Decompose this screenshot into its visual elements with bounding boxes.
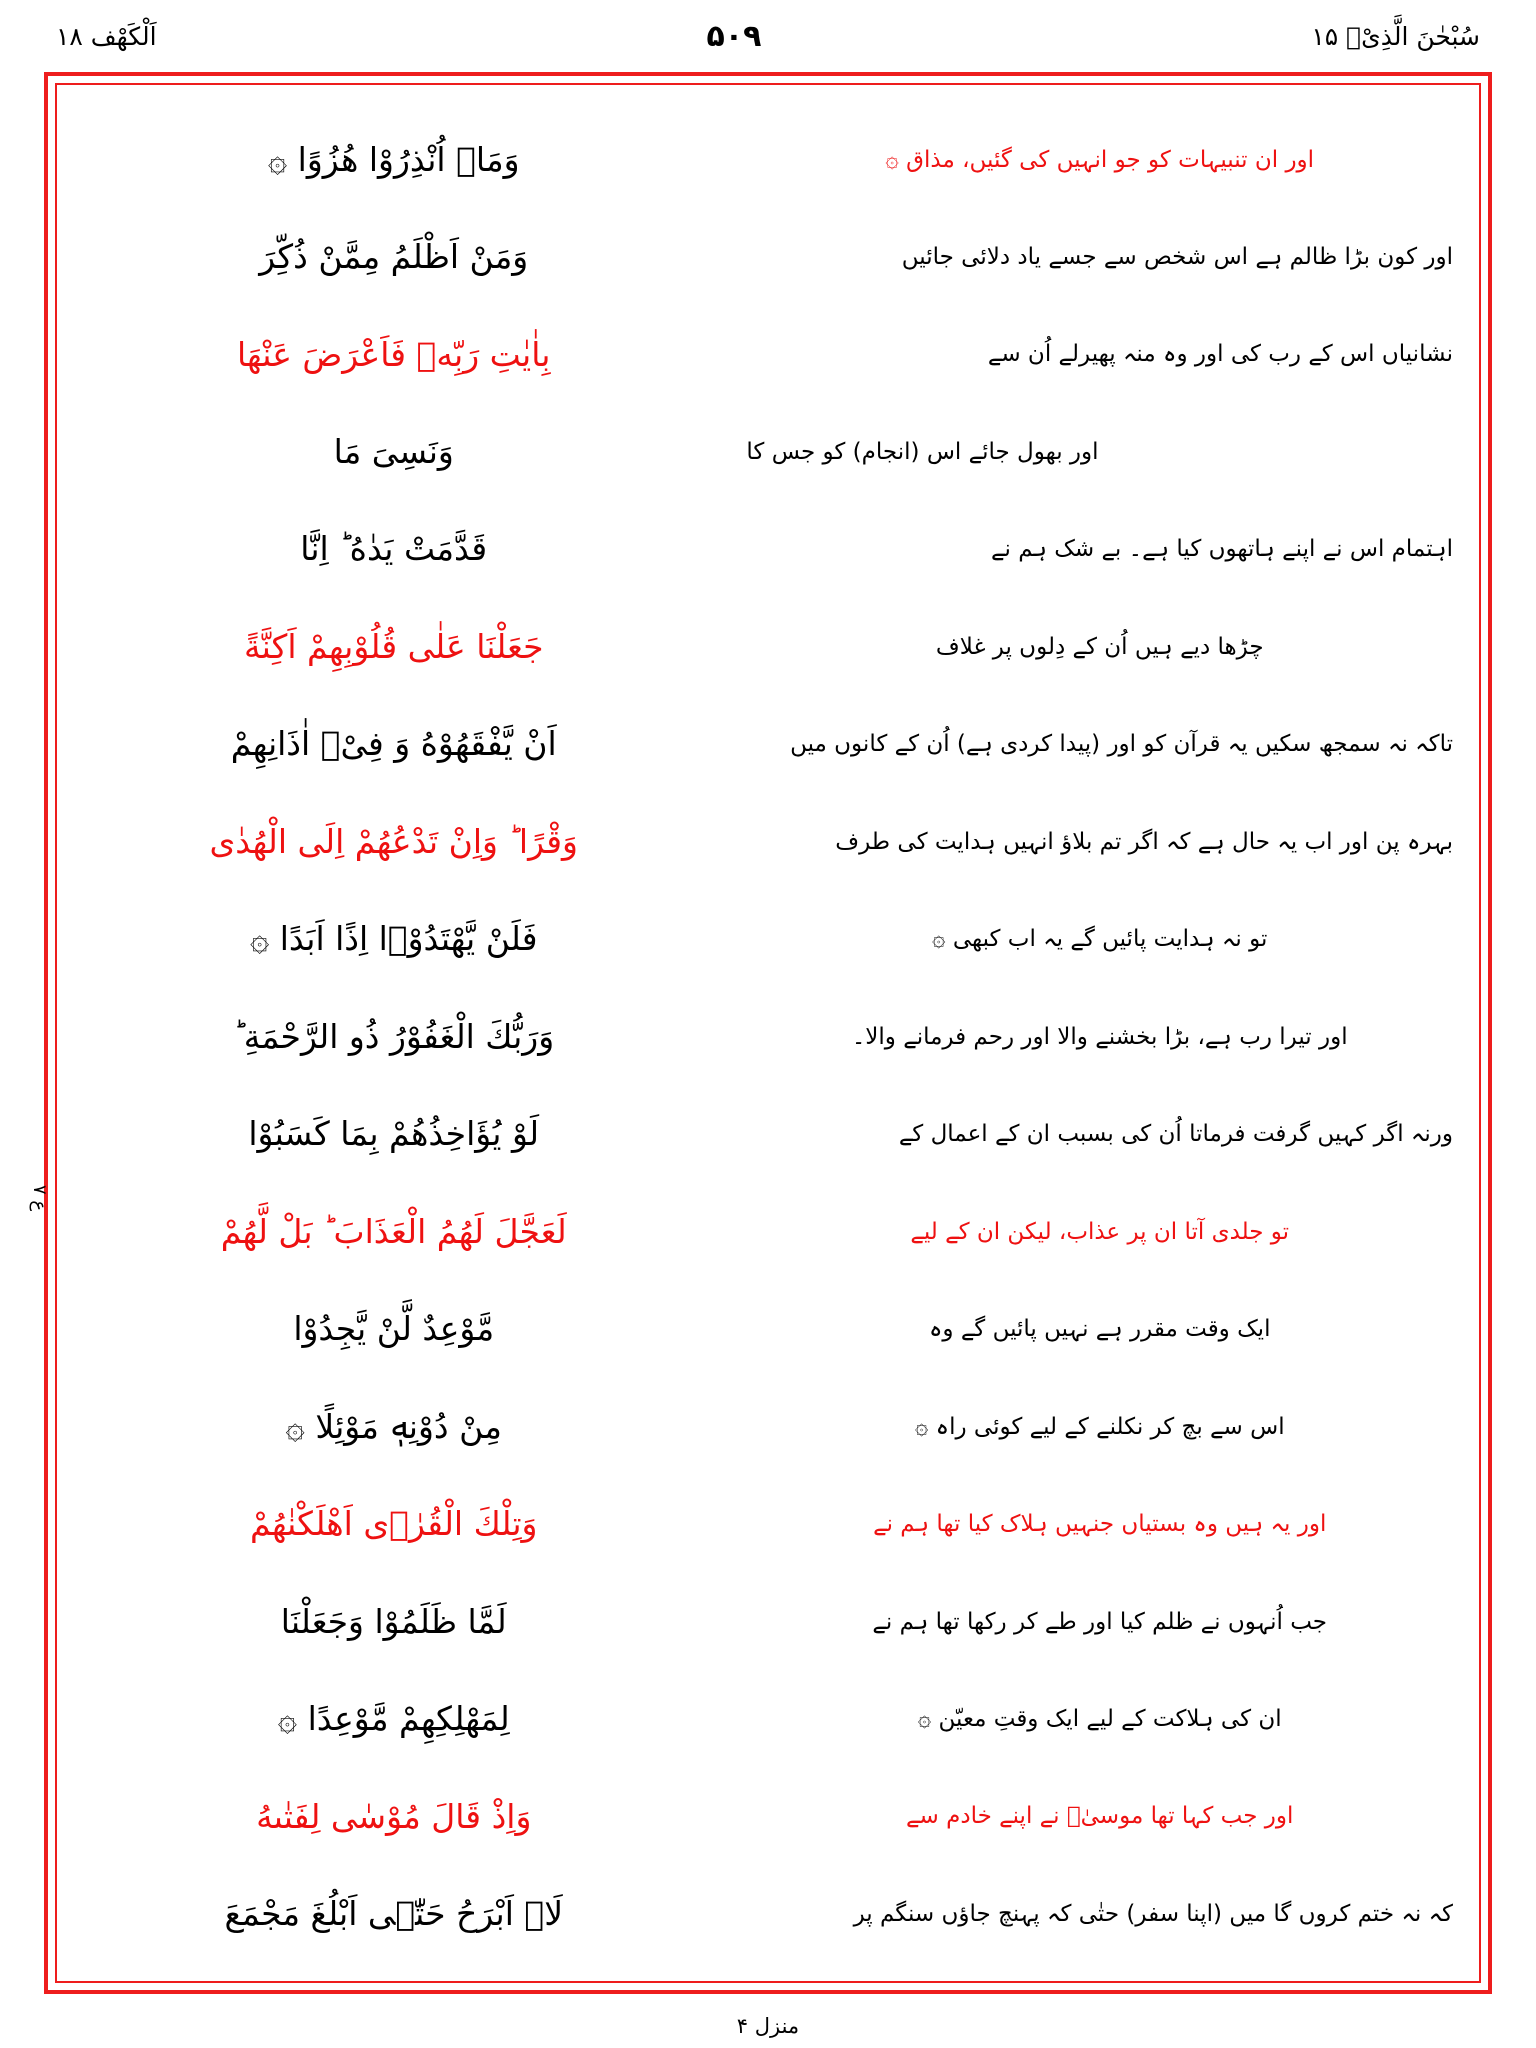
urdu-line: ایک وقت مقرر ہے نہیں پائیں گے وہ — [928, 1316, 1271, 1343]
surah-title-left: اَلْکَهْف ۱۸ — [56, 21, 157, 51]
arabic-line: مِنْ دُوْنِهٖ مَوْئِلًا ۞ — [285, 1406, 502, 1446]
urdu-line: تو جلدی آتا ان پر عذاب، لیکن ان کے لیے — [910, 1218, 1290, 1245]
urdu-line: ان کی ہلاکت کے لیے ایک وقتِ معیّن ۞ — [917, 1706, 1282, 1733]
urdu-line: اور کون بڑا ظالم ہے اس شخص سے جسے یاد دلائی جائیں — [901, 243, 1453, 270]
arabic-line: وَاِذْ قَالَ مُوْسٰى لِفَتٰىهُ — [256, 1796, 532, 1836]
arabic-text-column — [75, 111, 726, 1963]
urdu-line: چڑھا دیے ہیں اُن کے دِلوں پر غلاف — [935, 633, 1264, 660]
arabic-line: وَنَسِیَ مَا — [333, 431, 454, 471]
page-border-inner — [29, 83, 1481, 1983]
arabic-line: وَتِلْكَ الْقُرٰۤى اَهْلَكْنٰهُمْ — [250, 1504, 538, 1544]
urdu-line: اس سے بچ کر نکلنے کے لیے کوئی راہ ۞ — [914, 1413, 1285, 1440]
urdu-line: اور تیرا رب ہے، بڑا بخشنے والا اور رحم فرمانے والا۔ — [851, 1023, 1348, 1050]
urdu-line: تو نہ ہدایت پائیں گے یہ اب کبھی ۞ — [932, 926, 1268, 953]
urdu-translation-column — [726, 111, 1461, 1963]
arabic-line: بِاٰيٰتِ رَبِّهٖ فَاَعْرَضَ عَنْهَا — [237, 334, 551, 374]
arabic-line: اَنْ يَّفْقَهُوْهُ وَ فِیْۤ اٰذَانِهِمْ — [230, 724, 557, 764]
manzil-footer: منزل ۴ — [736, 2014, 800, 2038]
arabic-line: جَعَلْنَا عَلٰى قُلُوْبِهِمْ اَكِنَّةً — [243, 626, 544, 666]
arabic-line: فَلَنْ يَّهْتَدُوْۤا اِذًا اَبَدًا ۞ — [249, 919, 538, 959]
urdu-line: جب اُنہوں نے ظلم کیا اور طے کر رکھا تھا ہم نے — [872, 1608, 1328, 1635]
arabic-line: مَّوْعِدٌ لَّنْ يَّجِدُوْا — [293, 1309, 495, 1349]
page-border-outer — [29, 72, 1492, 1994]
urdu-line: کہ نہ ختم کروں گا میں (اپنا سفر) حتٰی کہ پہنچ جاؤں سنگم پر — [853, 1900, 1453, 1927]
arabic-line: لَوْ يُؤَاخِذُهُمْ بِمَا كَسَبُوْا — [248, 1114, 540, 1154]
urdu-line: بہرہ پن اور اب یہ حال ہے کہ اگر تم بلاؤ انہیں ہدایت کی طرف — [835, 828, 1453, 855]
arabic-line: لِمَهْلِكِهِمْ مَّوْعِدًا ۞ — [277, 1699, 510, 1739]
arabic-line: لَمَّا ظَلَمُوْا وَجَعَلْنَا — [280, 1601, 507, 1641]
page-number: ۵۰۹ — [706, 18, 762, 54]
arabic-line: لَاۤ اَبْرَحُ حَتّٰۤى اَبْلُغَ مَجْمَعَ — [224, 1894, 564, 1934]
urdu-line: اور بھول جائے اس (انجام) کو جس کا — [746, 438, 1099, 465]
surah-title-right: سُبْحٰنَ الَّذِیْۤ ۱۵ — [1311, 21, 1480, 51]
urdu-line: نشانیاں اس کے رب کی اور وہ منہ پھیرلے اُن سے — [987, 341, 1453, 368]
arabic-line: وَقْرًا ؕ وَاِنْ تَدْعُهُمْ اِلَى الْهُدٰى — [209, 821, 578, 861]
arabic-line: وَرَبُّكَ الْغَفُوْرُ ذُو الرَّحْمَةِ ؕ — [233, 1016, 555, 1056]
urdu-line: اور جب کہا تھا موسیٰؑ نے اپنے خادم سے — [906, 1803, 1294, 1830]
urdu-line: تاکہ نہ سمجھ سکیں یہ قرآن کو اور (پیدا کردی ہے) اُن کے کانوں میں — [790, 731, 1453, 758]
page-header — [0, 0, 1536, 72]
urdu-line: اور ان تنبیہات کو جو انہیں کی گئیں، مذاق ۞ — [885, 146, 1315, 173]
arabic-line: لَعَجَّلَ لَهُمُ الْعَذَابَ ؕ بَلْ لَّهُمْ — [220, 1211, 567, 1251]
text-columns — [57, 85, 1479, 1981]
arabic-line: قَدَّمَتْ يَدٰهُ ؕ اِنَّا — [300, 529, 488, 569]
arabic-line: وَمَاۤ اُنْذِرُوْا هُزُوًا ۞ — [267, 139, 520, 179]
urdu-line: ورنہ اگر کہیں گرفت فرماتا اُن کی بسبب ان کے اعمال کے — [898, 1121, 1453, 1148]
arabic-line: وَمَنْ اَظْلَمُ مِمَّنْ ذُكِّرَ — [259, 237, 529, 277]
urdu-line: اہتمام اس نے اپنے ہاتھوں کیا ہے۔ بے شک ہم نے — [991, 536, 1453, 563]
ruku-marker: ع ۷ — [29, 1184, 50, 1211]
urdu-line: اور یہ ہیں وہ بستیاں جنہیں ہلاک کیا تھا ہم نے — [873, 1511, 1327, 1538]
